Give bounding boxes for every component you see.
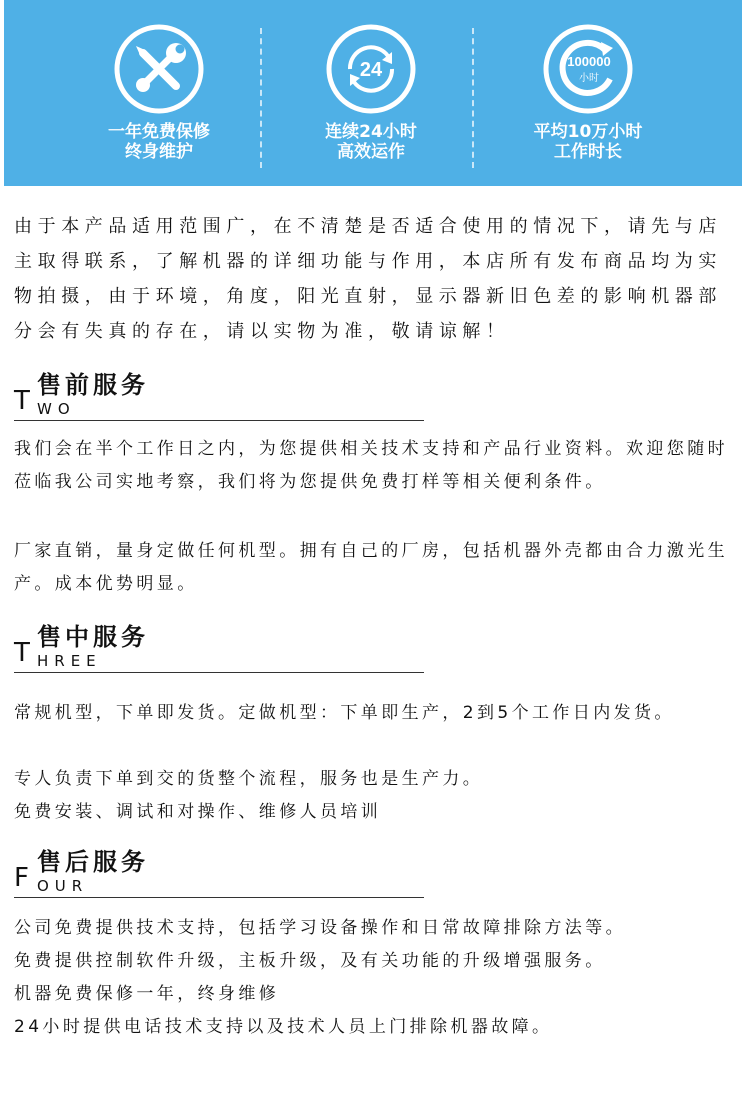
banner-divider [260, 28, 262, 168]
24-hours-icon [326, 24, 416, 114]
feature-line2: 高效运作 [337, 142, 405, 162]
feature-line2: 工作时长 [554, 142, 622, 162]
feature-line1: 连续24小时 [325, 122, 417, 142]
section-paragraph: 免费提供控制软件升级，主板升级，及有关功能的升级增强服务。 [14, 951, 606, 971]
section-heading [14, 623, 434, 678]
section-paragraph: 专人负责下单到交的货整个流程，服务也是生产力。 [14, 769, 484, 789]
intro-notice: 由于本产品适用范围广，在不清楚是否适合使用的情况下，请先与店主取得联系，了解机器的详细功能与作用，本店所有发布商品均为实物拍摄，由于环境，角度，阳光直射，显示器新旧色差的影响机器部分会有失真的存在，请以实物为准，敬请谅解！ [14, 216, 722, 342]
heading-letter: T [14, 386, 30, 416]
section-paragraph: 我们会在半个工作日之内，为您提供相关技术支持和产品行业资料。欢迎您随时莅临我公司实地考察，我们将为您提供免费打样等相关便利条件。 [14, 439, 728, 492]
feature-line1: 一年免费保修 [108, 122, 210, 142]
section-paragraph: 公司免费提供技术支持，包括学习设备操作和日常故障排除方法等。 [14, 918, 626, 938]
section-heading [14, 371, 434, 426]
feature-warranty [59, 24, 259, 162]
heading-title: 售后服务 [37, 848, 149, 876]
heading-rule [14, 672, 424, 673]
heading-letter: T [14, 638, 30, 668]
heading-rule [14, 420, 424, 421]
feature-line1: 平均10万小时 [533, 122, 643, 142]
banner-divider [472, 28, 474, 168]
section-heading [14, 848, 434, 903]
section-paragraph: 厂家直销，量身定做任何机型。拥有自己的厂房，包括机器外壳都由合力激光生产。成本优势明显。 [14, 541, 728, 594]
24-badge: 24 [359, 59, 383, 81]
feature-line2: 终身维护 [125, 142, 193, 162]
service-banner [4, 0, 742, 186]
section-paragraph: 常规机型，下单即发货。定做机型：下单即生产，2到5个工作日内发货。 [14, 703, 675, 723]
heading-sub: OUR [37, 877, 89, 895]
100000-badge-unit: 小时 [579, 73, 599, 84]
feature-100000h [488, 24, 688, 162]
section-paragraph: 24小时提供电话技术支持以及技术人员上门排除机器故障。 [14, 1017, 553, 1037]
feature-24h [271, 24, 471, 162]
100000-badge-number: 100000 [567, 54, 611, 69]
heading-sub: WO [37, 400, 76, 418]
heading-letter: F [14, 863, 29, 893]
heading-title: 售前服务 [37, 371, 149, 399]
section-paragraph: 免费安装、调试和对操作、维修人员培训 [14, 802, 382, 822]
wrench-screwdriver-icon [114, 24, 204, 114]
100000-hours-icon [543, 24, 633, 114]
section-paragraph: 机器免费保修一年，终身维修 [14, 984, 280, 1004]
heading-rule [14, 897, 424, 898]
heading-sub: HREE [37, 652, 102, 670]
heading-title: 售中服务 [37, 623, 149, 651]
